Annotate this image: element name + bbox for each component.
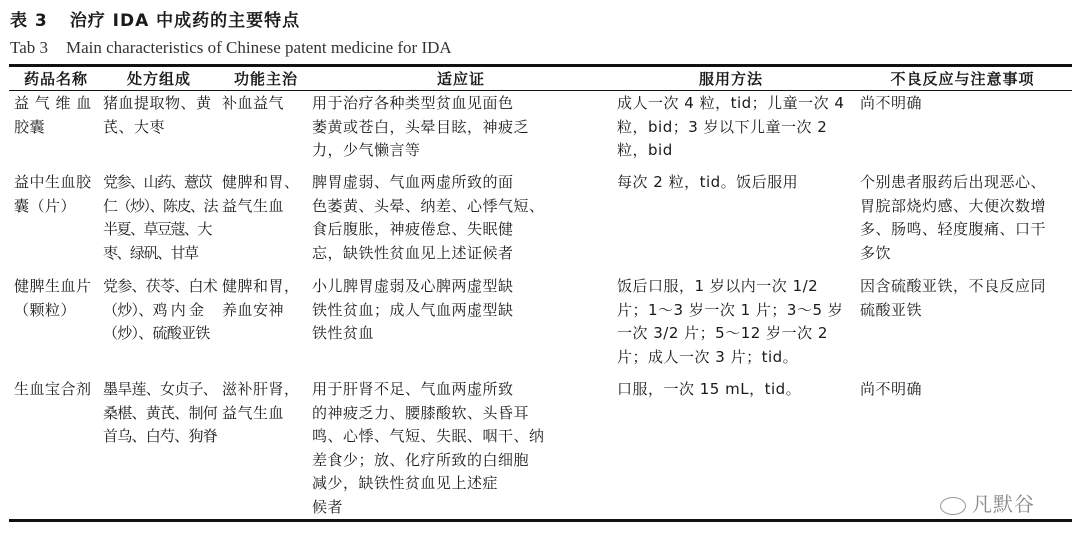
cell-line: 因含硫酸亚铁，不良反应同 — [860, 277, 1047, 295]
cell-line: 桑椹、黄芪、制何 — [103, 403, 218, 422]
cell-line: 墨旱莲、女贞子、 — [103, 380, 218, 398]
cell-line: 枣、绿矾、甘草 — [103, 243, 198, 262]
cell-line: 胶囊 — [14, 117, 46, 136]
cell-line: 多、肠鸣、轻度腹痛、口干 — [860, 220, 1047, 238]
cell-line: 仁（炒）、陈皮、法 — [103, 196, 218, 215]
table-caption-cn — [10, 6, 300, 31]
table-cell-name — [14, 92, 92, 139]
cell-line: 养血安神 — [222, 300, 285, 319]
cell-line: 的神疲乏力、腰膝酸软、头昏耳 — [312, 403, 530, 422]
table-cell-name — [14, 378, 92, 402]
cell-line: 多饮 — [860, 243, 892, 262]
cell-line: 减少，缺铁性贫血见上述症 — [312, 474, 499, 492]
cell-line: 色萎黄、头晕、纳差、心悸气短、 — [312, 196, 545, 215]
column-header-function: 功能主治 — [233, 70, 298, 88]
table-cell-dosage — [617, 92, 844, 163]
cell-line: （炒）、鸡 内 金 — [103, 300, 204, 319]
cell-line: 益气生血 — [222, 403, 285, 422]
column-header-name: 药品名称 — [23, 70, 88, 88]
table-cell-adverse-reactions — [860, 275, 1046, 322]
cell-line: 滋补肝肾， — [222, 380, 300, 398]
cell-line: 益气生血 — [222, 196, 285, 215]
cell-line: 益 气 维 血 — [14, 94, 92, 112]
cell-line: 差食少；放、化疗所致的白细胞 — [312, 450, 530, 469]
cell-line: 尚不明确 — [860, 94, 923, 112]
table-number-cn: 表 3 — [10, 11, 48, 31]
wechat-icon — [940, 497, 966, 515]
table-cell-composition — [103, 275, 217, 346]
cell-line: 饭后口服，1 岁以内一次 1/2 — [617, 277, 819, 295]
table-cell-indication — [312, 171, 545, 265]
table-cell-name — [14, 171, 92, 218]
column-header-adverse-reactions: 不良反应与注意事项 — [890, 70, 1035, 88]
cell-line: 健脾和胃、 — [222, 173, 300, 191]
cell-line: 生血宝合剂 — [14, 380, 92, 398]
watermark — [940, 488, 1035, 517]
table-cell-dosage — [617, 378, 801, 402]
cell-line: 粒，bid — [617, 141, 673, 159]
cell-line: 一次 3/2 片；5～12 岁一次 2 — [617, 324, 828, 342]
table-cell-function — [222, 378, 300, 425]
table-caption-en — [10, 38, 452, 58]
table-cell-composition — [103, 378, 217, 449]
table-top-rule — [9, 64, 1072, 67]
cell-line: 每次 2 粒，tid。饭后服用 — [617, 173, 799, 191]
cell-line: 尚不明确 — [860, 380, 923, 398]
cell-line: 用于肝肾不足、气血两虚所致 — [312, 380, 514, 398]
table-cell-indication — [312, 378, 545, 519]
cell-line: 补血益气 — [222, 94, 285, 112]
cell-line: 口服，一次 15 mL，tid。 — [617, 380, 802, 398]
cell-line: 铁性贫血；成人气血两虚型缺 — [312, 300, 514, 319]
table-header-rule — [9, 90, 1072, 91]
cell-line: 片；1～3 岁一次 1 片；3～5 岁 — [617, 300, 844, 319]
table-cell-adverse-reactions — [860, 92, 922, 116]
cell-line: 片；成人一次 3 片；tid。 — [617, 347, 799, 366]
table-cell-indication — [312, 92, 529, 163]
cell-line: 食后腹胀，神疲倦怠、失眠健 — [312, 220, 514, 238]
cell-line: 铁性贫血 — [312, 324, 375, 342]
cell-line: 成人一次 4 粒，tid；儿童一次 4 — [617, 94, 845, 112]
table-bottom-rule — [9, 519, 1072, 522]
cell-line: 粒，bid；3 岁以下儿童一次 2 — [617, 117, 828, 136]
cell-line: 鸣、心悸、气短、失眠、咽干、纳 — [312, 427, 545, 445]
cell-line: 健脾和胃， — [222, 277, 300, 295]
cell-line: 硫酸亚铁 — [860, 300, 923, 319]
table-cell-adverse-reactions — [860, 171, 1046, 265]
table-cell-function — [222, 275, 300, 322]
cell-line: 忘，缺铁性贫血见上述证候者 — [312, 243, 514, 262]
table-cell-function — [222, 92, 284, 116]
watermark-text: 凡默谷 — [972, 492, 1035, 516]
cell-line: 小儿脾胃虚弱及心脾两虚型缺 — [312, 277, 514, 295]
cell-line: 党参、山药、薏苡 — [103, 173, 212, 191]
table-number-en: Tab 3 — [10, 38, 48, 57]
cell-line: 用于治疗各种类型贫血见面色 — [312, 94, 514, 112]
table-cell-composition — [103, 171, 217, 265]
table-cell-dosage — [617, 275, 843, 369]
cell-line: 猪血提取物、黄 — [103, 94, 212, 112]
table-cell-name — [14, 275, 92, 322]
cell-line: 力，少气懒言等 — [312, 141, 421, 159]
column-header-composition: 处方组成 — [126, 70, 191, 88]
table-cell-function — [222, 171, 300, 218]
cell-line: 候者 — [312, 497, 344, 516]
cell-line: （颗粒） — [14, 300, 77, 319]
cell-line: 个别患者服药后出现恶心、 — [860, 173, 1047, 191]
column-header-indication: 适应证 — [436, 70, 485, 88]
cell-line: （炒）、硫酸亚铁 — [103, 324, 210, 342]
cell-line: 首乌、白芍、狗脊 — [103, 427, 218, 445]
table-cell-indication — [312, 275, 514, 346]
table-cell-composition — [103, 92, 212, 139]
cell-line: 益中生血胶 — [14, 173, 92, 191]
table-cell-dosage — [617, 171, 798, 195]
table-cell-adverse-reactions — [860, 378, 922, 402]
cell-line: 健脾生血片 — [14, 277, 92, 295]
table-title-en: Main characteristics of Chinese patent medicine for IDA — [66, 38, 452, 57]
cell-line: 脾胃虚弱、气血两虚所致的面 — [312, 173, 514, 191]
column-header-dosage: 服用方法 — [698, 70, 763, 88]
table-title-cn: 治疗 IDA 中成药的主要特点 — [69, 11, 301, 31]
cell-line: 半夏、草豆蔻、大 — [103, 220, 212, 238]
cell-line: 党参、茯苓、白术 — [103, 277, 218, 295]
cell-line: 萎黄或苍白，头晕目眩，神疲乏 — [312, 117, 530, 136]
cell-line: 芪、大枣 — [103, 117, 166, 136]
cell-line: 囊（片） — [14, 196, 77, 215]
cell-line: 胃脘部烧灼感、大便次数增 — [860, 196, 1047, 215]
